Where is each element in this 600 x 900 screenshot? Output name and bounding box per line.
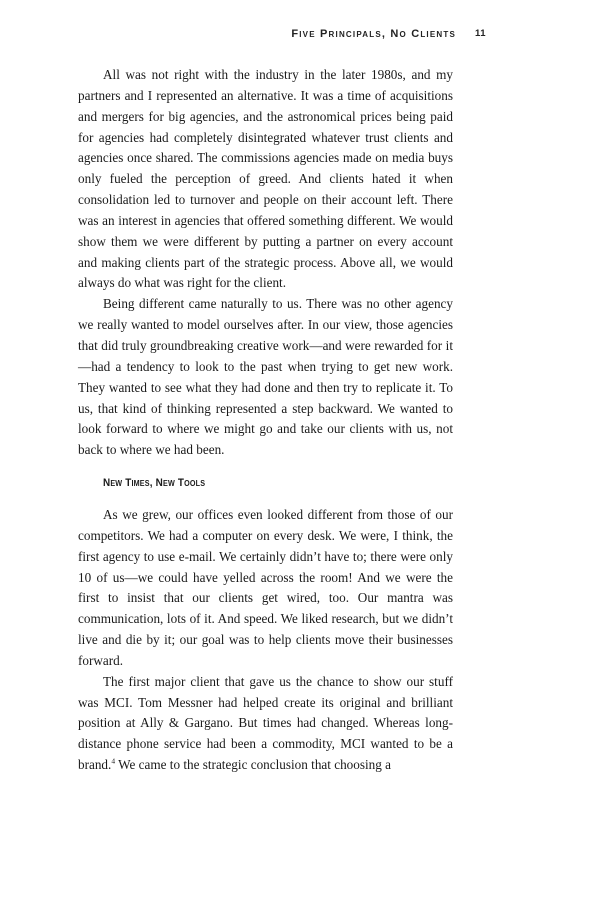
footnote-reference: 4 bbox=[111, 756, 116, 766]
paragraph-mci-continued: We came to the strategic conclusion that choosing a bbox=[115, 757, 391, 773]
paragraph-mci bbox=[78, 672, 453, 776]
body-text bbox=[78, 65, 453, 776]
running-title: Five Principals, No Clients bbox=[291, 28, 456, 40]
paragraph-mci-text: The first major client that gave us the chance to show our stuff was MCI. Tom Messner had helped create its original and brilliant position at Ally & Gargano. But times had changed. Whereas long-distance phone service had been a commodity, MCI wanted to be a brand. bbox=[78, 673, 453, 773]
running-head bbox=[78, 28, 486, 44]
page-number: 11 bbox=[474, 28, 486, 39]
section-heading: New Times, New Tools bbox=[103, 477, 206, 490]
paragraph-industry: All was not right with the industry in the later 1980s, and my partners and I represented an alternative. It was a time of acquisitions and mergers for big agencies, and the astronomical prices being paid for agencies had completely disintegrated whatever trust clients and agencies once shared. The commissions agencies made on media buys only fueled the perception of greed. And clients hated it when consolidation led to turnover and people on their account left. There was an interest in agencies that offered something different. We would show them we were different by putting a partner on every account and making clients part of the strategic process. Above all, we would always do what was right for the client. bbox=[78, 67, 453, 291]
paragraph-offices: As we grew, our offices even looked different from those of our competitors. We had a computer on every desk. We were, I think, the first agency to use e-mail. We certainly didn’t have to; there were only 10 of us—we could have yelled across the room! And we were the first to insist that our clients get wired, too. Our mantra was communication, lots of it. And speed. We liked research, but we didn’t live and die by it; our goal was to help clients move their businesses forward. bbox=[78, 507, 453, 668]
paragraph-being-different: Being different came naturally to us. There was no other agency we really wanted to model ourselves after. In our view, those agencies that did truly groundbreaking creative work—and were rewarded for it—had a tendency to look to the past when trying to get new work. They wanted to see what they had done and then try to replicate it. To us, that kind of thinking represented a step backward. We wanted to look forward to where we might go and take our clients with us, not back to where we had been. bbox=[78, 296, 453, 458]
